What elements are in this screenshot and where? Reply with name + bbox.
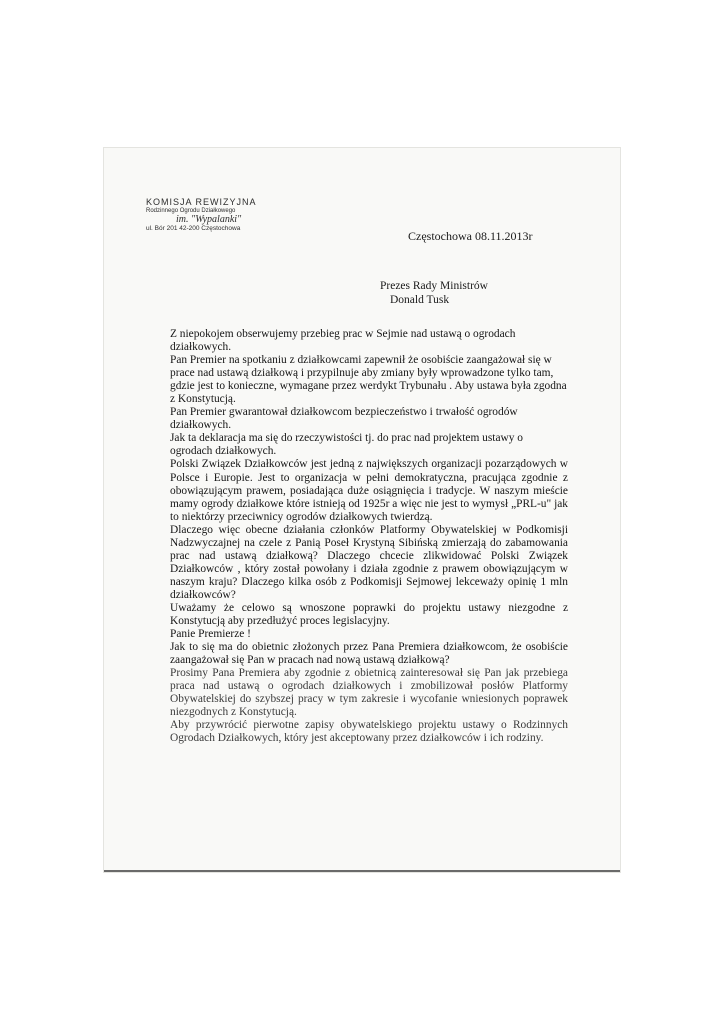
letter-page [104,148,620,872]
paragraph-2: Pan Premier na spotkaniu z działkowcami zapewnił że osobiście zaangażował się w prace nad ustawą działkową i przypilnuje aby zmiany były wprowadzone tylko tam, gdzie jest to konieczne, wymagane przez werdykt Trybunału . Aby ustawa była zgodna z Konstytucją. [170,354,567,406]
stamp-line-1: KOMISJA REWIZYJNA [146,197,257,207]
paragraph-5: Polski Związek Działkowców jest jedną z największych organizacji pozarządowych w Polsce i Europie. Jest to organizacja w pełni demokratyczna, pracująca zgodnie z obowiązującym prawem, posiadająca duże osiągnięcia i tradycje. W naszym mieście mamy ogrody działkowe które istnieją od 1925r a więc nie jest to wymysł „PRL-u" jak to niektórzy przeciwnicy ogrodów działkowych twierdzą. [170,458,568,523]
letter-date: Częstochowa 08.11.2013r [408,229,533,243]
stamp-line-4: ul. Bór 201 42-200 Częstochowa [146,225,241,233]
letter-body [170,328,568,746]
paragraph-7: Uważamy że celowo są wnoszone poprawki do projektu ustawy niezgodne z Konstytucją aby przedłużyć proces legislacyjny. [170,601,568,628]
paragraph-1: Z niepokojem obserwujemy przebieg prac w Sejmie nad ustawą o ogrodach działkowych. [170,328,516,354]
paragraph-10: Prosimy Pana Premiera aby zgodnie z obietnicą zainteresował się Pan jak przebiega praca nad ustawą o ogrodach działkowych i zmobilizował posłów Platformy Obywatelskiej do szybszej pracy w tym zakresie i wycofanie wniesionych poprawek niezgodnych z Konstytucją. [170,667,568,719]
organization-stamp [146,198,286,233]
paragraph-9: Jak to się ma do obietnic złożonych przez Pana Premiera działkowcom, że osobiście zaangażował się Pan w pracach nad nową ustawą działkową? [170,641,568,667]
paragraph-11: Aby przywrócić pierwotne zapisy obywatelskiego projektu ustawy o Rodzinnych Ogrodach Działkowych, który jest akceptowany przez działkowców i ich rodziny. [170,719,568,745]
paragraph-3: Pan Premier gwarantował działkowcom bezpieczeństwo i trwałość ogrodów działkowych. [170,406,518,432]
addressee-title: Prezes Rady Ministrów [380,280,488,292]
addressee-name: Donald Tusk [390,294,450,306]
stamp-line-3: im. "Wypalanki" [176,214,242,226]
paragraph-8: Panie Premierze ! [170,628,251,641]
paragraph-4: Jak ta deklaracja ma się do rzeczywistości tj. do prac nad projektem ustawy o ogrodach działkowych. [170,432,523,458]
addressee-block [380,279,488,307]
stamp-line-2: Rodzinnego Ogrodu Działkowego [146,207,236,214]
paragraph-6: Dlaczego więc obecne działania członków Platformy Obywatelskiej w Podkomisji Nadzwyczajnej na czele z Panią Poseł Krystyną Sibińską zmierzają do zabamowania prac nad ustawą działkową? Dlaczego chcecie zlikwidować Polski Związek Działkowców , który został powołany i działa zgodnie z prawem obowiązującym w naszym kraju? Dlaczego kilka osób z Podkomisji Sejmowej lekceważy opinię 1 mln działkowców? [170,523,568,601]
